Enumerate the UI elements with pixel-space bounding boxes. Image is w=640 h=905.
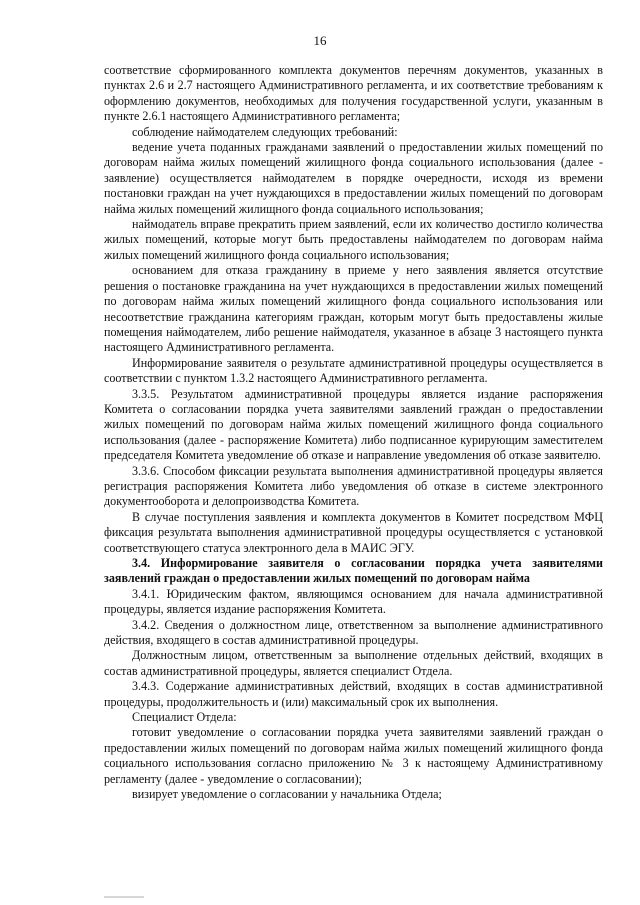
paragraph-mfc-fixation: В случае поступления заявления и комплекта документов в Комитет посредством МФЦ фиксация результата выполнения административной процедуры осуществляется с установкой соответствующего статуса электронного дела в МАИС ЭГУ.: [104, 509, 603, 555]
paragraph-informing-applicant: Информирование заявителя о результате административной процедуры осуществляется в соответствии с пунктом 1.3.2 настоящего Административного регламента.: [104, 355, 603, 386]
paragraph-document-compliance: соответствие сформированного комплекта документов перечням документов, указанных в пунктах 2.6 и 2.7 настоящего Административного регламента, и их соответствие требованиям к оформлению документов, необходимых для получения государственной услуги, указанным в пункте 2.6.1 настоящего Административного регламента;: [104, 63, 603, 124]
page-number: 16: [313, 33, 327, 48]
paragraph-3-4-3-actions: 3.4.3. Содержание административных действий, входящих в состав административной процедуры, продолжительность и (или) максимальный срок их выполнения.: [104, 679, 603, 709]
paragraph-prepare-notice: готовит уведомление о согласовании порядка учета заявителями заявлений граждан о предоставлении жилых помещений по договорам найма жилых помещений жилищного фонда социального использования согласно приложению № 3 к настоящему Административному регламенту (далее - уведомление о согласовании);: [104, 725, 603, 786]
document-body: [104, 63, 603, 803]
paragraph-3-4-1-legal-fact: 3.4.1. Юридическим фактом, являющимся основанием для начала административной процедуры, является издание распоряжения Комитета.: [104, 586, 603, 617]
paragraph-landlord-requirements: соблюдение наймодателем следующих требований:: [132, 124, 398, 139]
paragraph-3-4-2-official-info: 3.4.2. Сведения о должностном лице, ответственном за выполнение административного действия, входящего в состав административной процедуры.: [104, 617, 603, 648]
paragraph-3-3-6-fixation: 3.3.6. Способом фиксации результата выполнения административной процедуры является регистрация распоряжения Комитета либо уведомления об отказе в системе электронного документооборота и делопроизводства Комитета.: [104, 463, 603, 509]
paragraph-endorse-notice: визирует уведомление о согласовании у начальника Отдела;: [132, 787, 442, 802]
paragraph-application-accounting: ведение учета поданных гражданами заявлений о предоставлении жилых помещений по договорам найма жилых помещений жилищного фонда социального использования (далее - заявление) осуществляется наймодателем в порядке очередности, исходя из времени постановки граждан на учет нуждающихся в предоставлении жилых помещений по договорам найма жилых помещений жилищного фонда социального использования;: [104, 140, 603, 216]
paragraph-3-3-5-result: 3.3.5. Результатом административной процедуры является издание распоряжения Комитета о согласовании порядка учета заявителями заявлений граждан о предоставлении жилых помещений по договорам найма жилых помещений жилищного фонда социального использования (далее - распоряжение Комитета) либо подписанное курирующим заместителем председателя Комитета уведомление об отказе и направление уведомления об отказе заявителю.: [104, 386, 603, 463]
paragraph-department-specialist: Специалист Отдела:: [132, 710, 237, 725]
paragraph-refusal-grounds: основанием для отказа гражданину в приеме у него заявления является отсутствие решения о постановке гражданина на учет нуждающихся в предоставлении жилых помещений по договорам найма жилых помещений жилищного фонда социального использования или несоответствие гражданина категориям граждан, которым могут быть предоставлены жилые помещения наймодателем, либо решение наймодателя, указанное в абзаце 3 настоящего пункта настоящего Административного регламента.: [104, 263, 603, 355]
scan-artifact: [104, 896, 144, 898]
paragraph-responsible-official: Должностным лицом, ответственным за выполнение отдельных действий, входящих в состав административной процедуры, является специалист Отдела.: [104, 648, 603, 678]
paragraph-stop-accepting-applications: наймодатель вправе прекратить прием заявлений, если их количество достигло количества жилых помещений, которые могут быть предоставлены наймодателем по договорам найма жилых помещений жилищного фонда социального использования;: [104, 217, 603, 262]
section-heading-3-4: 3.4. Информирование заявителя о согласовании порядка учета заявителями заявлений граждан о предоставлении жилых помещений по договорам найма: [104, 556, 603, 586]
